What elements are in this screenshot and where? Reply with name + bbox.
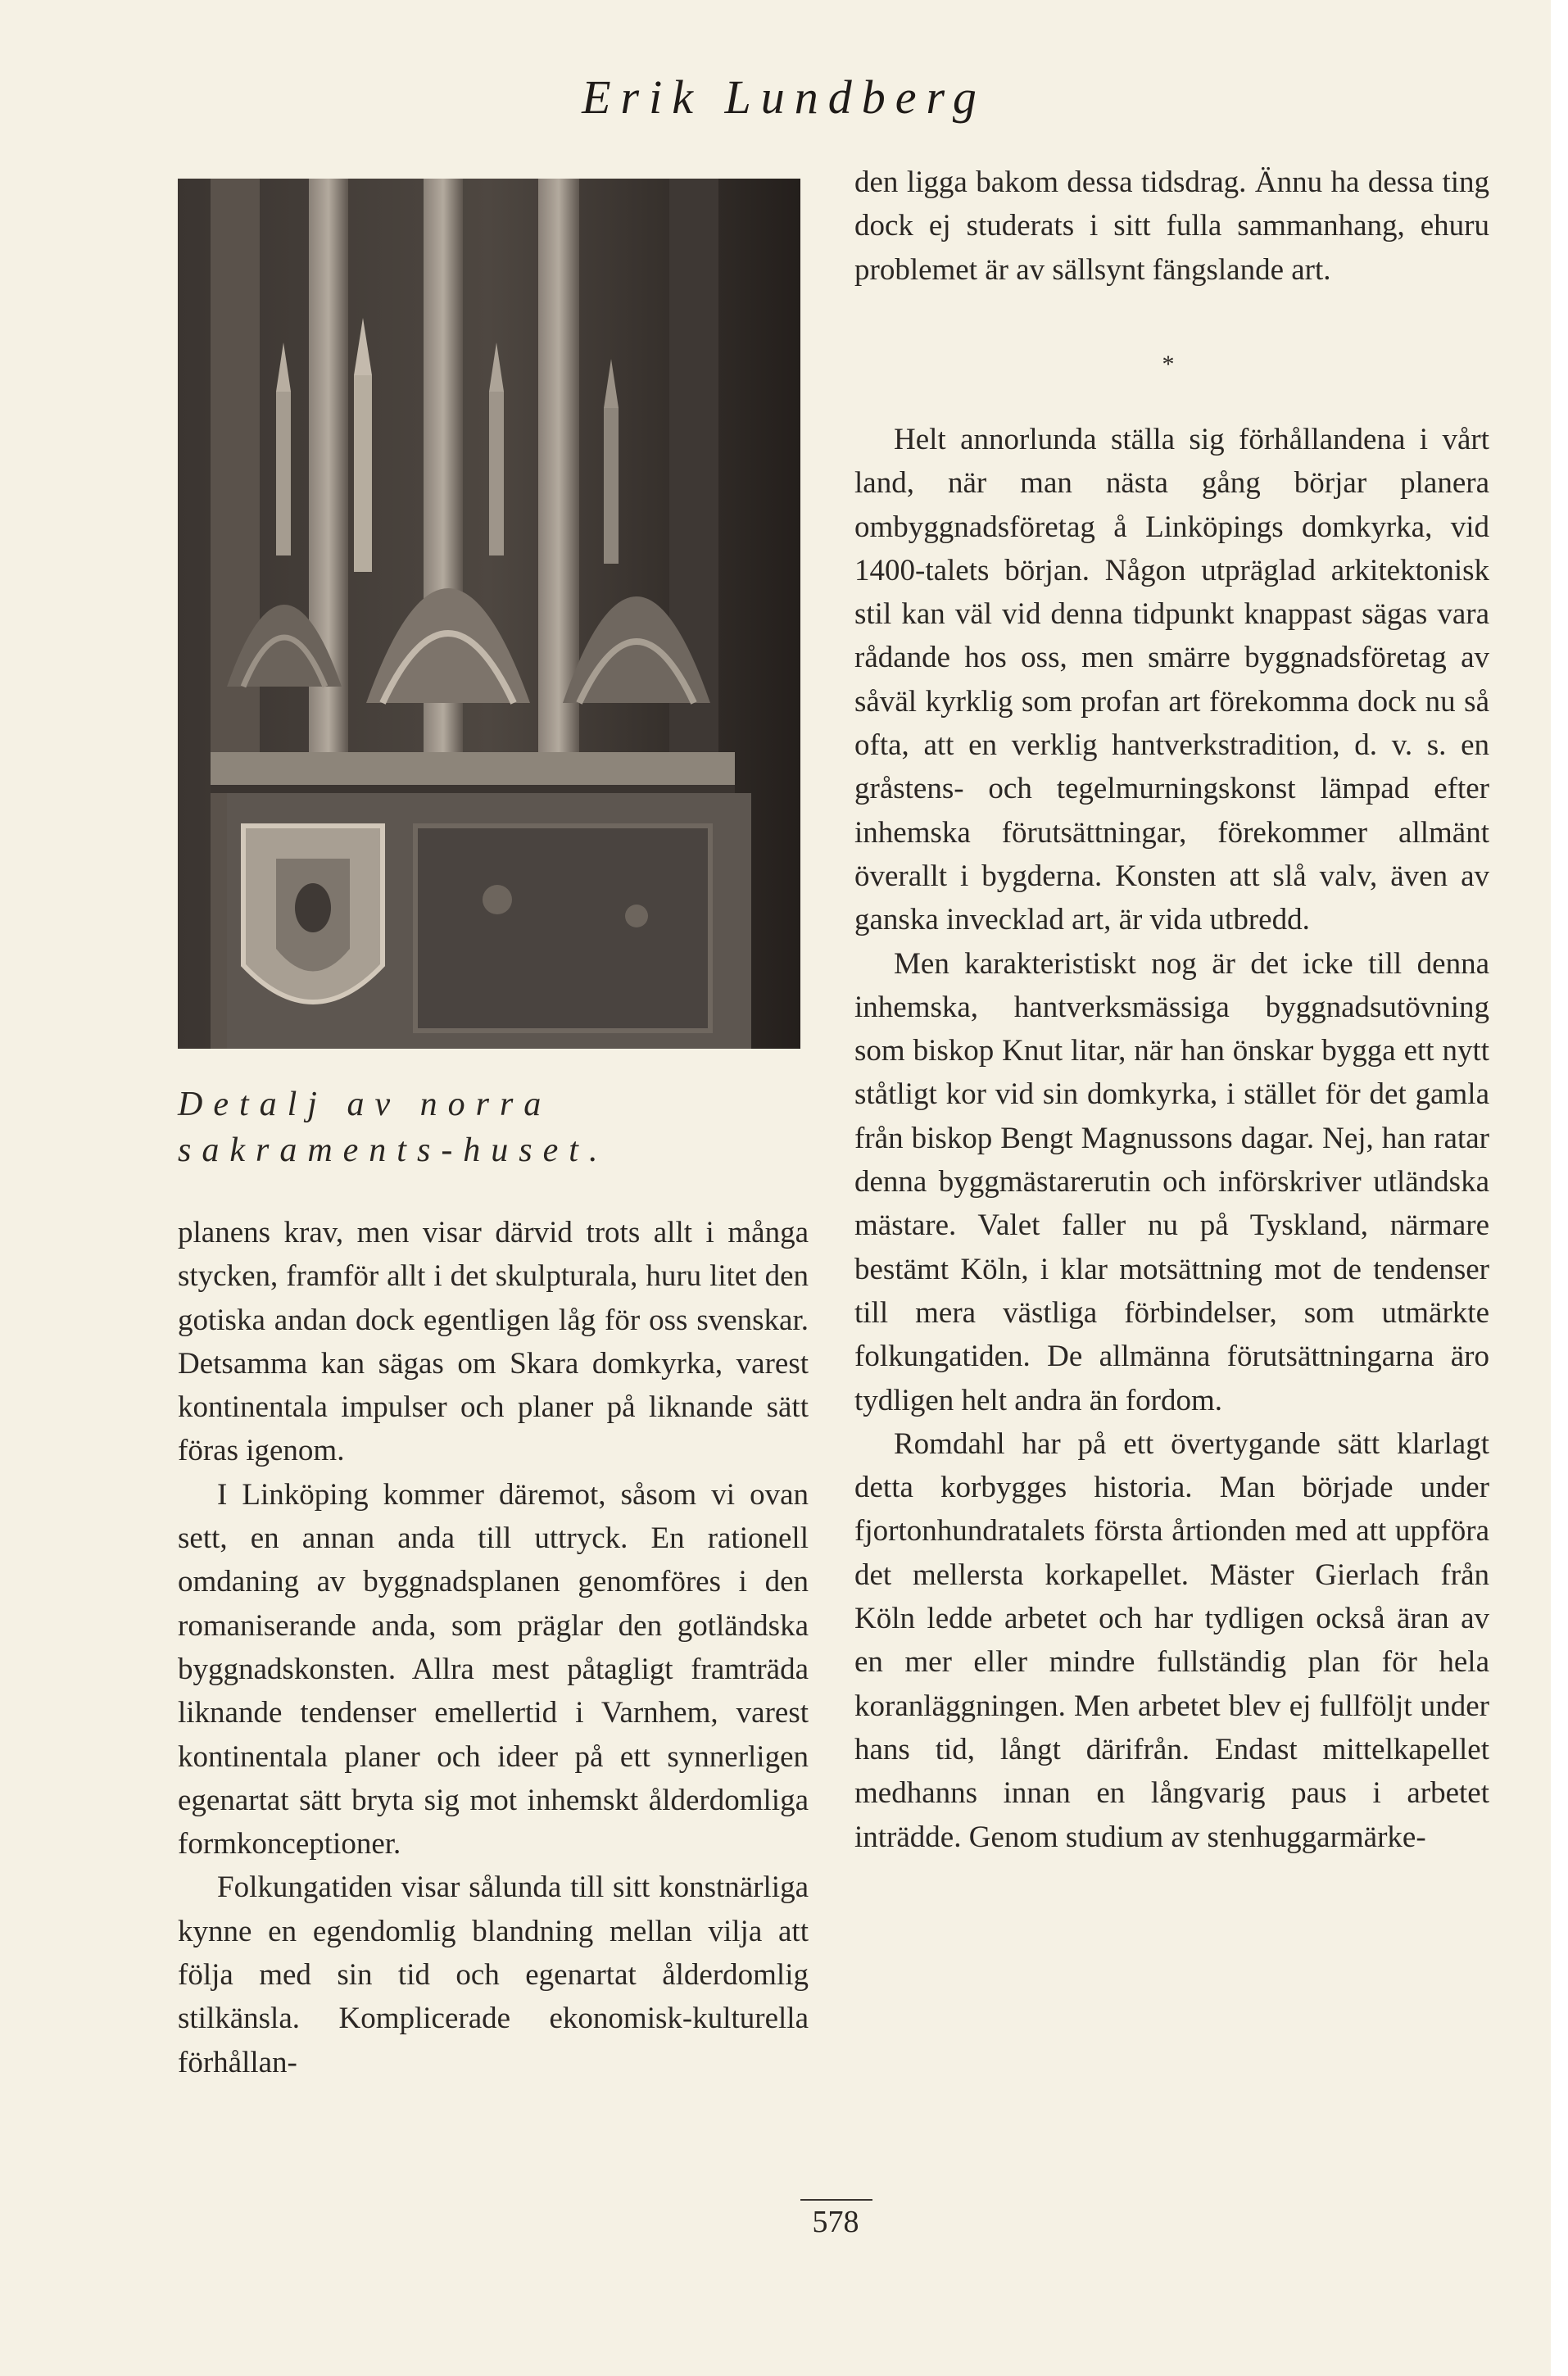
right-text-column bbox=[854, 418, 1489, 1859]
left-paragraph-3: Folkungatiden visar sålunda till sitt konstnärliga kynne en egendomlig blandning mellan vilja att följa med sin tid och egenartat ålderdomlig stilkänsla. Komplicerade ekonomisk-kulturella förhållan- bbox=[178, 1870, 809, 2079]
figure-caption: Detalj av norra sakraments-huset. bbox=[178, 1086, 609, 1169]
section-separator-asterisk: * bbox=[1162, 351, 1175, 378]
left-paragraph-1: planens krav, men visar därvid trots allt i många stycken, framför allt i det skulpturala, huru litet den gotiska andan dock egentligen låg för oss svenskar. Detsamma kan sägas om Skara domkyrka, varest kontinentala impulser och planer på liknande sätt föras igenom. bbox=[178, 1216, 809, 1468]
left-paragraph-2: I Linköping kommer däremot, såsom vi ovan sett, en annan anda till uttryck. En rationell omdaning av byggnadsplanen genomföres i den romaniserande anda, som präglar den gotländska byggnadskonsten. Allra mest påtagligt framträda liknande tendenser emellertid i Varnhem, varest kontinentala planer och ideer på ett synnerligen egenartat sätt bryta sig mot inhemskt ålderdomliga formkonceptioner. bbox=[178, 1477, 809, 1861]
figure-photograph bbox=[178, 179, 800, 1049]
page-number: 578 bbox=[812, 2205, 859, 2239]
right-paragraph-2: Men karakteristiskt nog är det icke till denna inhemska, hantverksmässiga byggnadsutövning som biskop Knut litar, när han önskar bygga ett nytt ståtligt kor vid sin domkyrka, i stället för det gamla från biskop Bengt Magnussons dagar. Nej, han ratar denna byggmästarerutin och införskriver utländska mästare. Valet faller nu på Tyskland, närmare bestämt Köln, i klar motsättning mot de tendenser till mera västliga förbindelser, som utmärkte folkungatiden. De allmänna förutsättningarna äro tydligen helt andra än fordom. bbox=[854, 946, 1489, 1417]
right-paragraph-3: Romdahl har på ett övertygande sätt klarlagt detta korbygges historia. Man började under fjortonhundratalets första årtionden med att uppföra det mellersta korkapellet. Mäster Gierlach från Köln ledde arbetet och har tydligen också äran av en mer eller mindre fullständig plan för hela koranläggningen. Men arbetet blev ej fullföljt under hans tid, långt därifrån. Endast mittelkapellet medhanns innan en långvarig paus i arbetet inträdde. Genom studium av stenhuggarmärke- bbox=[854, 1426, 1489, 1854]
page-edge bbox=[1551, 0, 1568, 2376]
right-paragraph-top: den ligga bakom dessa tidsdrag. Ännu ha dessa ting dock ej studerats i sitt fulla sammanhang, ehuru problemet är av sällsynt fängslande art. bbox=[854, 166, 1489, 287]
right-paragraph-1: Helt annorlunda ställa sig förhållandena i vårt land, när man nästa gång börjar planera ombyggnadsföretag å Linköpings domkyrka, vid 1400-talets början. Någon utpräglad arkitektonisk stil kan väl vid denna tidpunkt knappast sägas vara rådande hos oss, men smärre byggnadsföretag av såväl kyrklig som profan art förekomma dock nu så ofta, att en verklig hantverkstradition, d. v. s. en gråstens- och tegelmurningskonst lämpad efter inhemska förutsättningar, förekommer allmänt överallt i bygderna. Konsten att slå valv, även av ganska invecklad art, är vida utbredd. bbox=[854, 423, 1489, 937]
right-text-column-top bbox=[854, 161, 1489, 292]
sacrament-house-illustration bbox=[178, 179, 800, 1049]
footer-rule bbox=[800, 2199, 872, 2201]
running-header-author: Erik Lundberg bbox=[582, 70, 986, 124]
left-text-column bbox=[178, 1211, 809, 2084]
